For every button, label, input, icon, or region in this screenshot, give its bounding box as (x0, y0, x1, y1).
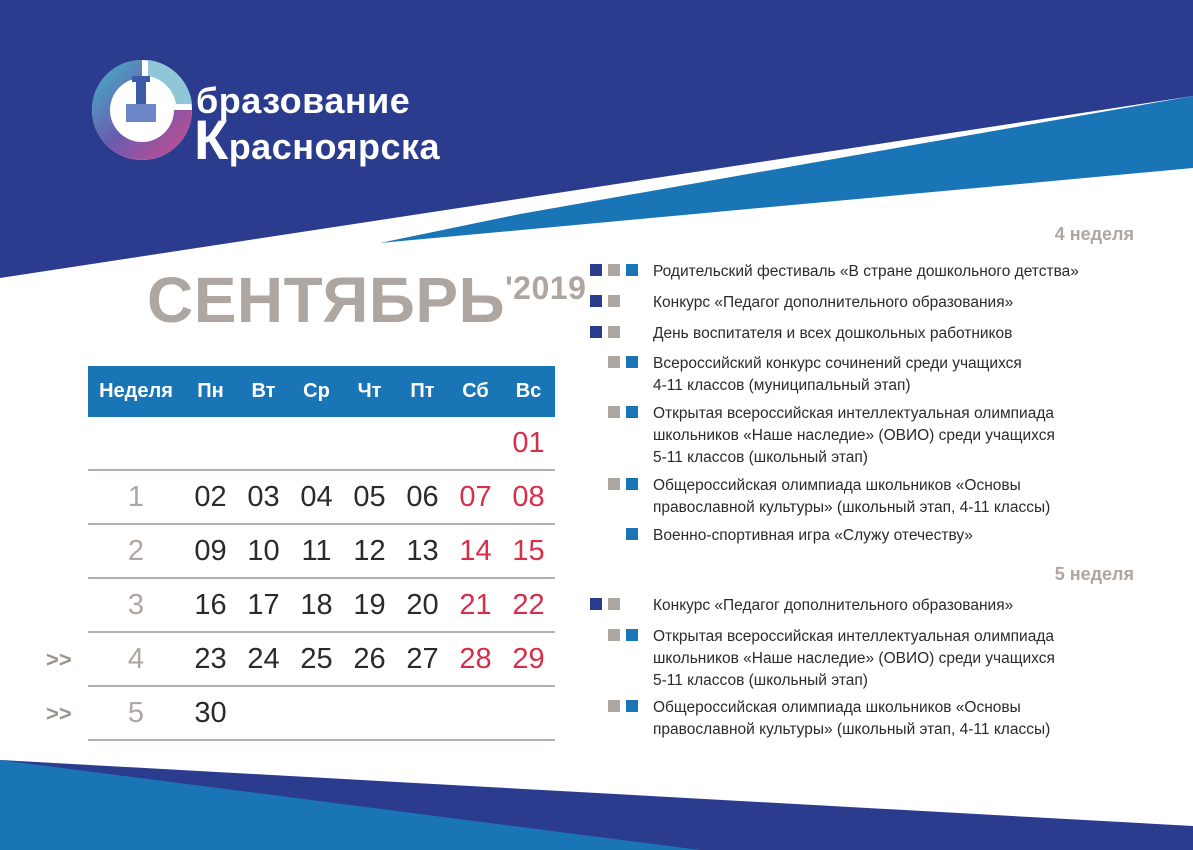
event-text (653, 475, 1050, 519)
calendar-row (88, 471, 555, 525)
day-cell: 01 (512, 426, 545, 459)
month-name: СЕНТЯБРЬ (147, 264, 506, 336)
header-day: Вс (515, 380, 542, 402)
category-gray-icon (608, 295, 620, 307)
category-blue-icon (626, 478, 638, 490)
event-line: Родительский фестиваль «В стране дошкольного детства» (653, 263, 1079, 280)
category-gray-icon (608, 356, 620, 368)
event-line: Конкурс «Педагог дополнительного образования» (653, 294, 1014, 311)
category-gray-icon (608, 700, 620, 712)
brand-letter-k: К (194, 108, 229, 171)
day-cell: 25 (300, 642, 333, 675)
event-text (653, 323, 1012, 345)
event-item (590, 292, 1150, 314)
day-cell: 03 (247, 480, 280, 513)
day-cell: 20 (406, 588, 439, 621)
day-cell: 21 (459, 588, 492, 621)
week-number: 3 (127, 588, 145, 621)
event-item (590, 323, 1150, 345)
event-line: Общероссийская олимпиада школьников «Основы (653, 699, 1021, 716)
calendar-header (88, 366, 555, 417)
category-gray-icon (608, 629, 620, 641)
day-cell: 13 (406, 534, 439, 567)
event-line: православной культуры» (школьный этап, 4-11 классы) (653, 721, 1051, 738)
brand-word-1: бразование (196, 80, 411, 121)
event-item (590, 403, 1150, 469)
category-dark-icon (590, 264, 602, 276)
header-day: Пт (410, 380, 435, 402)
event-item (590, 525, 1150, 547)
header-day: Сб (462, 380, 489, 402)
day-cell: 22 (512, 588, 545, 621)
day-cell: 18 (300, 588, 333, 621)
event-line: Всероссийский конкурс сочинений среди учащихся (653, 355, 1022, 372)
day-cell: 23 (194, 642, 227, 675)
event-line: Военно-спортивная игра «Служу отечеству» (653, 527, 973, 544)
day-cell: 19 (353, 588, 386, 621)
week-number: 5 (127, 696, 145, 729)
current-week-marker: >> (46, 701, 72, 726)
category-blue-icon (626, 528, 638, 540)
header-day: Пн (197, 380, 224, 402)
day-cell: 24 (247, 642, 280, 675)
category-dark-icon (590, 295, 602, 307)
calendar-row (88, 417, 555, 471)
day-cell: 30 (194, 696, 227, 729)
day-cell: 04 (300, 480, 333, 513)
category-gray-icon (608, 264, 620, 276)
event-item (590, 353, 1150, 397)
month-year: '2019 (505, 270, 587, 306)
event-item (590, 626, 1150, 692)
day-cell: 28 (459, 642, 492, 675)
event-text (653, 353, 1022, 397)
category-gray-icon (608, 406, 620, 418)
event-item (590, 261, 1150, 283)
day-cell: 09 (194, 534, 227, 567)
header-day: Ср (303, 380, 330, 402)
category-dark-icon (590, 598, 602, 610)
category-blue-icon (626, 406, 638, 418)
day-cell: 29 (512, 642, 545, 675)
event-text (653, 595, 1013, 617)
day-cell: 02 (194, 480, 227, 513)
category-gray-icon (608, 478, 620, 490)
day-cell: 07 (459, 480, 492, 513)
header-week: Неделя (99, 380, 173, 402)
calendar-grid (88, 366, 555, 741)
day-cell: 11 (301, 534, 332, 567)
event-item (590, 697, 1150, 741)
week-number: 1 (127, 480, 145, 513)
event-text (653, 626, 1055, 692)
current-week-marker: >> (46, 647, 72, 672)
category-dark-icon (590, 326, 602, 338)
day-cell: 06 (406, 480, 439, 513)
calendar-body (88, 417, 555, 741)
event-line: Открытая всероссийская интеллектуальная олимпиада (653, 628, 1054, 645)
event-text (653, 403, 1055, 469)
calendar-row (88, 633, 555, 687)
week-number: 2 (127, 534, 145, 567)
brand-word-2-rest: расноярска (228, 126, 441, 167)
category-blue-icon (626, 264, 638, 276)
event-item (590, 475, 1150, 519)
week-number: 4 (127, 642, 145, 675)
day-cell: 14 (459, 534, 492, 567)
day-cell: 27 (406, 642, 439, 675)
header-day: Чт (357, 380, 382, 402)
event-line: 5-11 классов (школьный этап) (653, 672, 868, 689)
calendar-row (88, 525, 555, 579)
event-line: Общероссийская олимпиада школьников «Основы (653, 477, 1021, 494)
day-cell: 10 (247, 534, 280, 567)
day-cell: 17 (247, 588, 280, 621)
logo-emblem-icon (86, 54, 198, 166)
week5-label: 5 неделя (1054, 564, 1134, 584)
day-cell: 08 (512, 480, 545, 513)
event-text (653, 292, 1013, 314)
month-title (147, 264, 587, 336)
event-line: православной культуры» (школьный этап, 4-11 классы) (653, 499, 1051, 516)
category-blue-icon (626, 700, 638, 712)
day-cell: 16 (194, 588, 227, 621)
category-gray-icon (608, 598, 620, 610)
event-line: Открытая всероссийская интеллектуальная олимпиада (653, 405, 1054, 422)
day-cell: 05 (353, 480, 386, 513)
category-blue-icon (626, 356, 638, 368)
event-line: День воспитателя и всех дошкольных работников (653, 325, 1013, 342)
event-line: Конкурс «Педагог дополнительного образования» (653, 597, 1014, 614)
event-text (653, 261, 1079, 283)
event-line: школьников «Наше наследие» (ОВИО) среди учащихся (653, 650, 1055, 667)
category-blue-icon (626, 629, 638, 641)
day-cell: 26 (353, 642, 386, 675)
day-cell: 12 (353, 534, 386, 567)
header-day: Вт (251, 380, 276, 402)
day-cell: 15 (512, 534, 545, 567)
event-line: 4-11 классов (муниципальный этап) (653, 377, 911, 394)
brand-logo (86, 54, 446, 184)
calendar-row (88, 579, 555, 633)
event-text (653, 525, 973, 547)
event-line: школьников «Наше наследие» (ОВИО) среди учащихся (653, 427, 1055, 444)
brand-word-2 (194, 108, 441, 171)
week4-label: 4 неделя (1054, 224, 1134, 244)
calendar-row (88, 687, 555, 741)
event-text (653, 697, 1050, 741)
category-gray-icon (608, 326, 620, 338)
event-line: 5-11 классов (школьный этап) (653, 449, 868, 466)
event-item (590, 595, 1150, 617)
